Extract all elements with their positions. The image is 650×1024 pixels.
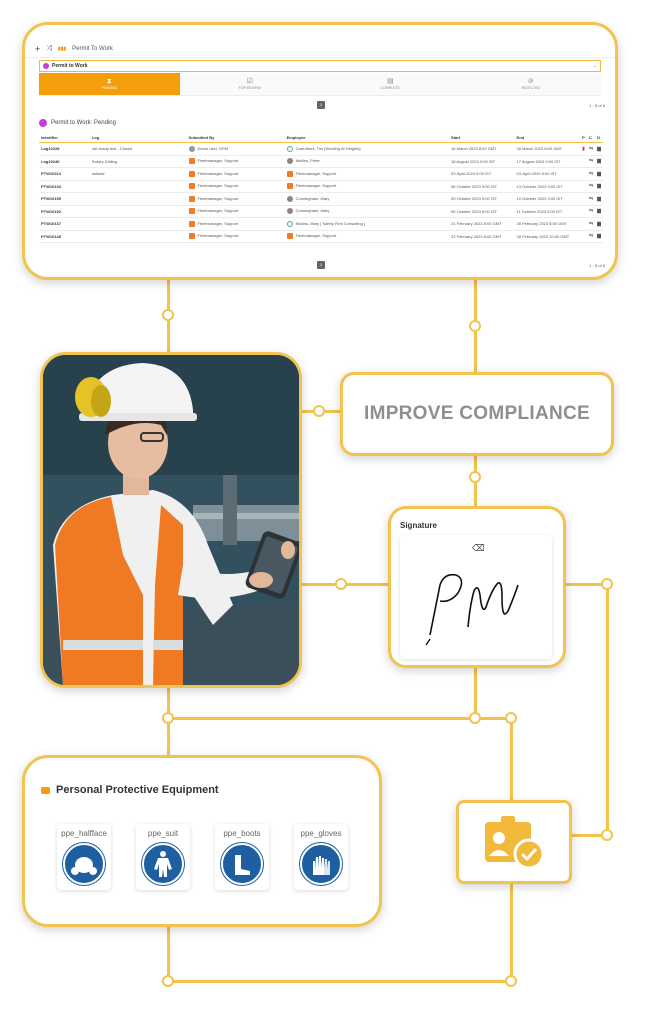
pagination-button[interactable] <box>317 261 325 269</box>
improve-compliance-label: IMPROVE COMPLIANCE <box>363 403 591 424</box>
identifier-cell[interactable]: PTW10195 <box>39 193 90 206</box>
tab-rejected[interactable] <box>461 73 602 95</box>
copy-icon[interactable]: ⇆ <box>587 218 595 231</box>
check-box-icon: ☑ <box>246 78 253 85</box>
submitted-by-cell <box>187 205 285 218</box>
tab-complete[interactable] <box>320 73 461 95</box>
start-cell: 16 March 2023 8:00 GMT <box>449 143 515 156</box>
employee-name: Mullins, Peter <box>295 158 320 164</box>
column-header[interactable]: Log <box>90 133 187 143</box>
employee-cell <box>285 143 449 156</box>
signature-pad[interactable] <box>400 535 552 659</box>
signature-drawing <box>400 535 552 659</box>
block-icon: ⊘ <box>527 78 534 85</box>
pdf-icon[interactable] <box>580 205 587 218</box>
pdf-icon[interactable] <box>580 168 587 181</box>
pdf-icon[interactable]: ▮ <box>580 143 587 156</box>
message-icon: ▤ <box>386 78 394 85</box>
delete-icon[interactable]: ▆ <box>595 205 603 218</box>
identifier-cell[interactable]: PTW10137 <box>39 218 90 231</box>
submitted-by-cell <box>187 168 285 181</box>
submitted-by-cell <box>187 143 285 156</box>
delete-icon[interactable]: ▆ <box>595 168 603 181</box>
avatar <box>189 208 195 214</box>
delete-icon[interactable]: ▆ <box>595 218 603 231</box>
permit-to-work-app <box>22 22 618 280</box>
pagination-button[interactable] <box>317 101 325 109</box>
tab-pending[interactable] <box>39 73 180 95</box>
copy-icon[interactable]: ⇆ <box>587 168 595 181</box>
ppe-label: ppe_gloves <box>300 829 342 838</box>
avatar <box>189 158 195 164</box>
avatar <box>189 196 195 202</box>
delete-icon[interactable]: ▆ <box>595 155 603 168</box>
submitter-name: Fleetmanager, Support <box>197 233 239 239</box>
employee-name: Fleetmanager, Support <box>295 233 337 239</box>
employee-cell <box>285 218 449 231</box>
start-cell: 06 October 2023 9:00 IST <box>449 180 515 193</box>
column-header[interactable]: Submitted By <box>187 133 285 143</box>
start-cell: 18 August 2024 9:00 IST <box>449 155 515 168</box>
avatar <box>287 221 293 227</box>
tab-for-review[interactable] <box>180 73 321 95</box>
avatar <box>287 158 293 164</box>
employee-cell <box>285 155 449 168</box>
submitted-by-cell <box>187 230 285 243</box>
submitter-name: Fleetmanager, Support <box>197 158 239 164</box>
column-header[interactable]: End <box>515 133 581 143</box>
start-cell: 23 February 2023 8:00 GMT <box>449 230 515 243</box>
log-cell <box>90 205 187 218</box>
briefcase-icon <box>41 787 50 794</box>
pdf-icon[interactable] <box>580 230 587 243</box>
copy-icon[interactable]: ⇆ <box>587 143 595 156</box>
respirator-icon <box>63 843 105 885</box>
end-cell: 28 February 2023 10:00 GMT <box>515 230 581 243</box>
app-title: Permit To Work <box>72 46 113 52</box>
employee-cell <box>285 193 449 206</box>
log-cell <box>90 180 187 193</box>
submitted-by-cell <box>187 193 285 206</box>
end-cell: 13 October 2023 9:00 IST <box>515 180 581 193</box>
pdf-icon[interactable] <box>580 218 587 231</box>
identifier-cell[interactable]: Log10228 <box>39 143 90 156</box>
table-row[interactable] <box>39 180 603 193</box>
end-cell: 28 February 2023 8:00 GMT <box>515 218 581 231</box>
eraser-icon[interactable]: ⌫ <box>472 543 485 553</box>
table-row[interactable] <box>39 205 603 218</box>
page-number: 1 <box>319 102 323 107</box>
page-number: 1 <box>319 262 323 267</box>
app-header <box>25 41 615 58</box>
status-dot-icon <box>39 119 47 127</box>
record-count: 1 - 8 of 8 <box>589 103 605 108</box>
tab-label: COMPLETE <box>380 86 400 90</box>
table-row[interactable] <box>39 218 603 231</box>
ppe-label: ppe_suit <box>147 829 179 838</box>
column-header[interactable]: Identifier <box>39 133 90 143</box>
worker-illustration <box>43 355 299 685</box>
log-cell <box>90 193 187 206</box>
table-row[interactable] <box>39 155 603 168</box>
employee-name: Cunningham, Mary <box>295 208 330 214</box>
avatar <box>287 171 293 177</box>
delete-icon[interactable]: ▆ <box>595 193 603 206</box>
start-cell: 09 October 2023 9:00 IST <box>449 193 515 206</box>
copy-icon[interactable]: ⇆ <box>587 205 595 218</box>
signature-panel <box>388 506 566 668</box>
avatar <box>189 183 195 189</box>
identifier-cell[interactable]: PTW10192 <box>39 205 90 218</box>
employee-cell <box>285 180 449 193</box>
table-row[interactable] <box>39 230 603 243</box>
start-cell: 05 October 2023 9:00 IST <box>449 205 515 218</box>
identifier-cell[interactable]: PTW10213 <box>39 168 90 181</box>
ppe-item-gloves[interactable] <box>294 824 348 890</box>
ppe-title: Personal Protective Equipment <box>56 784 219 796</box>
record-count: 1 - 8 of 8 <box>589 263 605 268</box>
employee-name: Mullins, Mary [ Safety First Consulting ] <box>295 220 365 226</box>
pdf-icon[interactable] <box>580 193 587 206</box>
employee-name: Carruthers, Tim [Working At Heights] <box>295 145 361 151</box>
end-cell: 17 August 2024 9:00 IST <box>515 155 581 168</box>
table-row[interactable] <box>39 143 603 156</box>
employee-name: Fleetmanager, Support <box>295 183 337 189</box>
ppe-label: ppe_halfface <box>61 829 107 838</box>
identifier-cell[interactable]: PTW10194 <box>39 180 90 193</box>
shuffle-icon[interactable]: ⤨ <box>46 45 52 52</box>
ppe-label: ppe_boots <box>223 829 261 838</box>
submitter-name: Fleetmanager, Support <box>197 170 239 176</box>
start-cell: 21 February 2023 8:00 GMT <box>449 218 515 231</box>
worker-photo <box>40 352 302 688</box>
avatar <box>189 171 195 177</box>
avatar <box>189 233 195 239</box>
delete-icon[interactable]: ▆ <box>595 180 603 193</box>
identifier-cell[interactable]: Log10240 <box>39 155 90 168</box>
column-header[interactable]: D <box>595 133 603 143</box>
table-header-row <box>39 133 603 143</box>
chevron-down-icon[interactable]: ⌄ <box>592 63 597 69</box>
id-badge-card <box>456 800 572 884</box>
avatar <box>189 221 195 227</box>
submitted-by-cell <box>187 180 285 193</box>
pdf-icon[interactable] <box>580 180 587 193</box>
gloves-icon <box>300 843 342 885</box>
column-header[interactable]: Start <box>449 133 515 143</box>
status-tabs <box>39 73 601 96</box>
avatar <box>287 196 293 202</box>
avatar <box>287 146 293 152</box>
employee-cell <box>285 205 449 218</box>
column-header[interactable]: C <box>587 133 595 143</box>
tab-label: REJECTED <box>521 86 540 90</box>
avatar <box>287 233 293 239</box>
log-cell <box>90 230 187 243</box>
submitter-name: Fleetmanager, Support <box>197 220 239 226</box>
table-row[interactable] <box>39 193 603 206</box>
coverall-icon <box>142 843 184 885</box>
identifier-cell[interactable]: PTW10148 <box>39 230 90 243</box>
tab-label: PENDING <box>101 86 118 90</box>
submitter-name: Demo user, DPM <box>197 145 228 151</box>
log-cell: dsfsdsf <box>90 168 187 181</box>
avatar <box>189 146 195 152</box>
employee-cell <box>285 230 449 243</box>
log-cell: Rotary Drilling <box>90 155 187 168</box>
boots-icon <box>221 843 263 885</box>
avatar <box>287 208 293 214</box>
submitter-name: Fleetmanager, Support <box>197 183 239 189</box>
table-row[interactable] <box>39 168 603 181</box>
permit-table <box>39 133 603 243</box>
ppe-item-halfface[interactable] <box>57 824 111 890</box>
hourglass-icon: ⧗ <box>106 78 112 85</box>
id-badge-check-icon <box>481 814 547 870</box>
ppe-item-boots[interactable] <box>215 824 269 890</box>
submitter-name: Fleetmanager, Support <box>197 208 239 214</box>
section-header <box>39 119 116 127</box>
add-icon[interactable]: + <box>35 44 41 54</box>
ppe-header <box>41 784 219 796</box>
column-header[interactable]: Employee <box>285 133 449 143</box>
tab-label: FOR REVIEW <box>238 86 261 90</box>
copy-icon[interactable]: ⇆ <box>587 230 595 243</box>
delete-icon[interactable]: ▆ <box>595 143 603 156</box>
employee-name: Cunningham, Mary <box>295 195 330 201</box>
submitted-by-cell <box>187 218 285 231</box>
ppe-panel <box>22 755 382 927</box>
end-cell: 28 March 2023 8:00 GMT <box>515 143 581 156</box>
end-cell: 03-April-2024 9:00 IST <box>515 168 581 181</box>
ppe-item-suit[interactable] <box>136 824 190 890</box>
start-cell: 03-April-2024 9:00 IST <box>449 168 515 181</box>
column-header[interactable]: P <box>580 133 587 143</box>
copy-icon[interactable]: ⇆ <box>587 193 595 206</box>
pdf-icon[interactable] <box>580 155 587 168</box>
end-cell: 11 October 2023 9:00 IST <box>515 205 581 218</box>
log-cell: ctrl dcsdy test - Closed <box>90 143 187 156</box>
breadcrumb[interactable] <box>39 60 601 72</box>
log-cell <box>90 218 187 231</box>
avatar <box>287 183 293 189</box>
employee-name: Fleetmanager, Support <box>295 170 337 176</box>
app-logo: ▮▮▮ <box>57 46 67 52</box>
employee-cell <box>285 168 449 181</box>
copy-icon[interactable]: ⇆ <box>587 155 595 168</box>
delete-icon[interactable]: ▆ <box>595 230 603 243</box>
breadcrumb-label: Permit to Work <box>52 63 88 69</box>
submitted-by-cell <box>187 155 285 168</box>
status-dot-icon <box>43 63 49 69</box>
end-cell: 10 October 2023 9:00 IST <box>515 193 581 206</box>
copy-icon[interactable]: ⇆ <box>587 180 595 193</box>
improve-compliance-card <box>340 372 614 456</box>
signature-title: Signature <box>400 521 437 530</box>
submitter-name: Fleetmanager, Support <box>197 195 239 201</box>
section-title: Permit to Work: Pending <box>51 120 116 126</box>
